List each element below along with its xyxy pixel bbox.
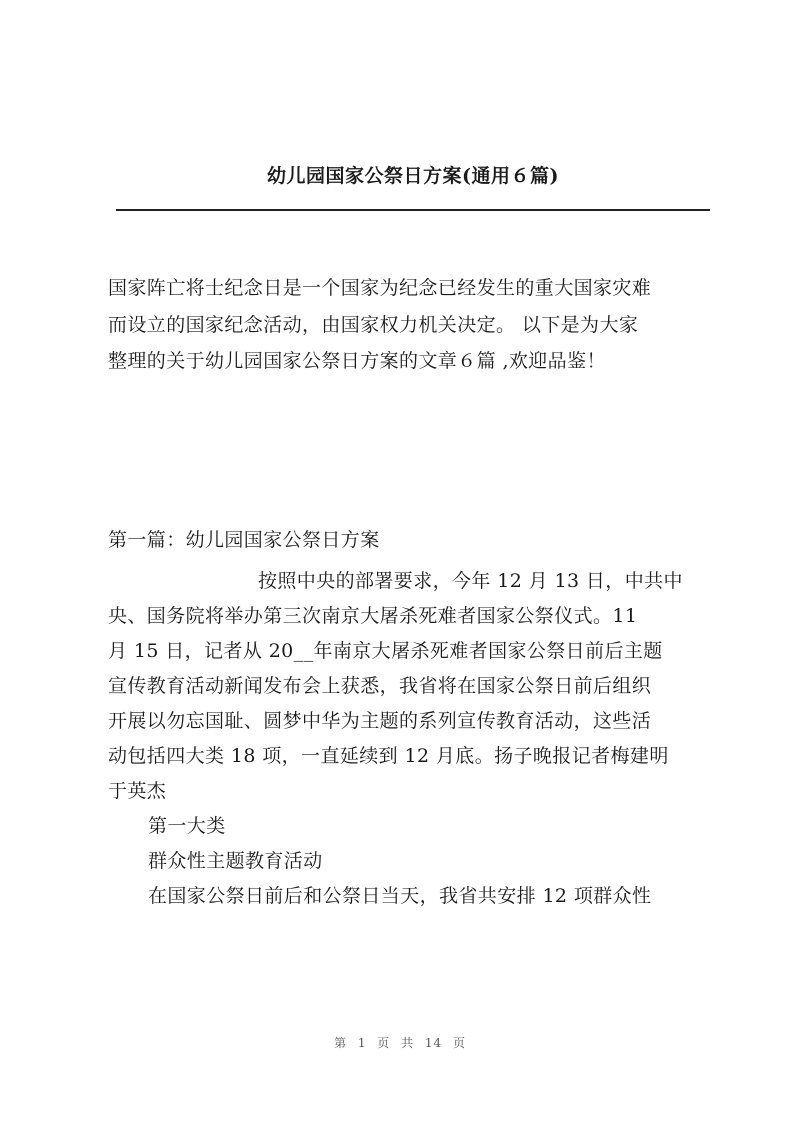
body-line: 宣传教育活动新闻发布会上获悉，我省将在国家公祭日前后组织	[108, 675, 652, 697]
body-line: 于英杰	[108, 780, 167, 802]
document-title: 幼儿园国家公祭日方案(通用６篇)	[267, 165, 559, 187]
body-line: 央、国务院将举办第三次南京大屠杀死难者国家公祭仪式。11	[108, 605, 638, 627]
intro-line: 整理的关于幼儿园国家公祭日方案的文章６篇 ,欢迎品鉴！	[108, 350, 606, 372]
subsection-title: 群众性主题教育活动	[148, 850, 323, 872]
intro-line: 国家阵亡将士纪念日是一个国家为纪念已经发生的重大国家灾难	[108, 277, 652, 299]
intro-line: 而设立的国家纪念活动，由国家权力机关决定。 以下是为大家	[108, 313, 639, 336]
section-body	[108, 564, 712, 914]
body-line: 在国家公祭日前后和公祭日当天，我省共安排 12 项群众性	[148, 885, 652, 907]
subsection-heading: 第一大类	[148, 815, 226, 837]
body-line: 开展以勿忘国耻、圆梦中华为主题的系列宣传教育活动，这些活	[108, 710, 652, 732]
section-heading-text: 第一篇：幼儿园国家公祭日方案	[108, 529, 380, 551]
title-underline	[116, 209, 710, 211]
body-line: 按照中央的部署要求，今年 12 月 13 日，中共中	[258, 570, 683, 592]
page-number-footer: 第 1 页 共 14 页	[334, 1036, 466, 1050]
intro-paragraph	[108, 270, 712, 380]
body-line: 月 15 日，记者从 20__年南京大屠杀死难者国家公祭日前后主题	[108, 640, 663, 662]
section-heading	[108, 522, 712, 559]
body-line: 动包括四大类 18 项，一直延续到 12 月底。扬子晚报记者梅建明	[108, 745, 669, 767]
